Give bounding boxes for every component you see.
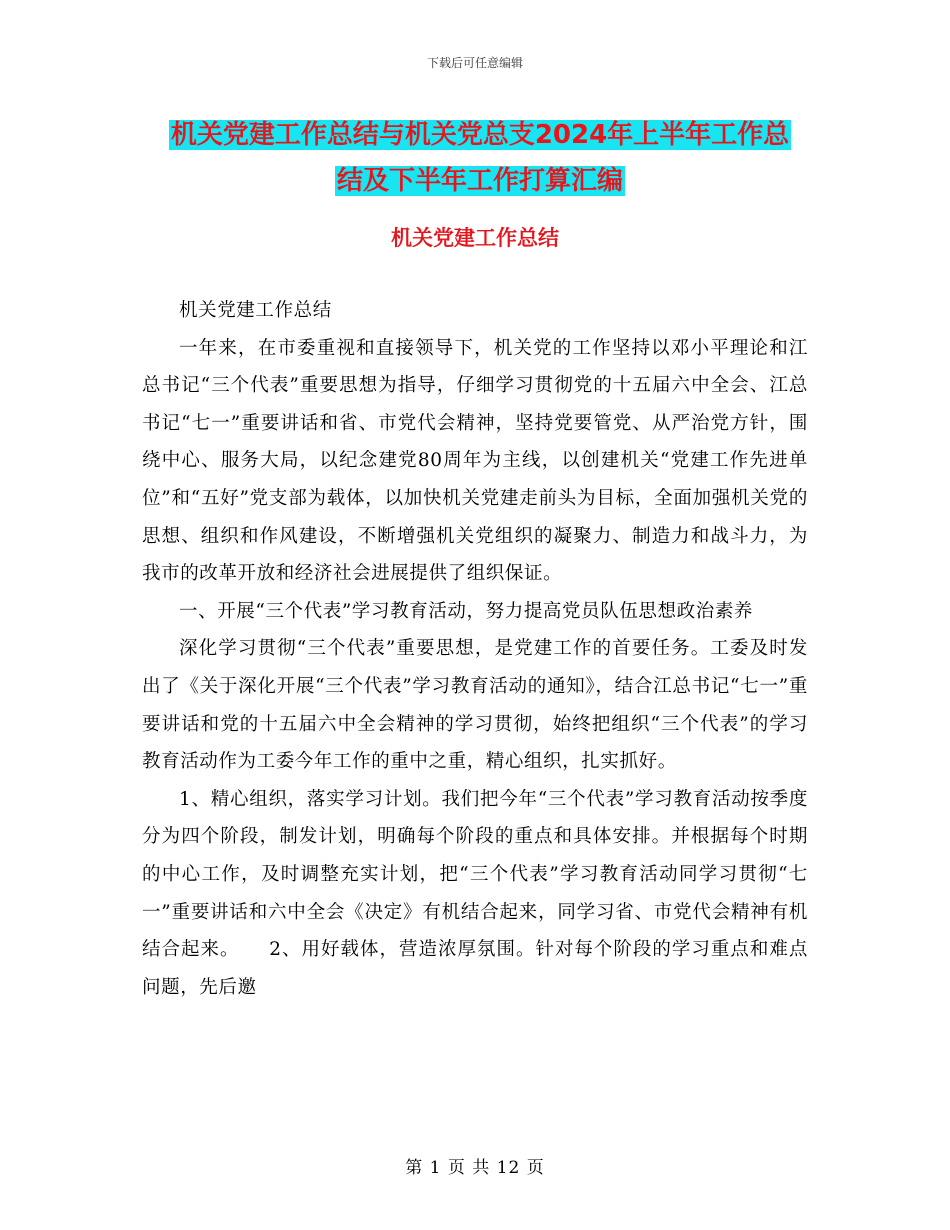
- section-title: 机关党建工作总结: [391, 226, 559, 250]
- document-body: [142, 292, 808, 1006]
- title-line-2: 结及下半年工作打算汇编: [336, 166, 623, 196]
- paragraph-intro: 一年来，在市委重视和直接领导下，机关党的工作坚持以邓小平理论和江总书记“三个代表”重要思想为指导，仔细学习贯彻党的十五届六中全会、江总书记“七一”重要讲话和省、市党代会精神，坚持党要管党、从严治党方针，围绕中心、服务大局，以纪念建党80周年为主线，以创建机关“党建工作先进单位”和“五好”党支部为载体，以加快机关党建走前头为目标，全面加强机关党的思想、组织和作风建设，不断增强机关党组织的凝聚力、制造力和战斗力，为我市的改革开放和经济社会进展提供了组织保证。: [142, 337, 808, 585]
- paragraph-subtitle: 机关党建工作总结: [179, 300, 332, 321]
- document-title: [150, 112, 810, 204]
- page-footer: 第 1 页 共 12 页: [405, 1158, 545, 1178]
- paragraph: 1、精心组织，落实学习计划。我们把今年“三个代表”学习教育活动按季度分为四个阶段，制发计划，明确每个阶段的重点和具体安排。并根据每个时期的中心工作，及时调整充实计划，把“三个代表”学习教育活动同学习贯彻“七一”重要讲话和六中全会《决定》有机结合起来，同学习省、市党代会精神有机结合起来。 2、用好载体，营造浓厚氛围。针对每个阶段的学习重点和难点问题，先后邀: [142, 788, 808, 998]
- paragraph-heading-1: 一、开展“三个代表”学习教育活动，努力提高党员队伍思想政治素养: [179, 600, 754, 622]
- title-line-1: 机关党建工作总结与机关党总支2024年上半年工作总: [170, 120, 790, 150]
- paragraph: 深化学习贯彻“三个代表”重要思想，是党建工作的首要任务。工委及时发出了《关于深化开展“三个代表”学习教育活动的通知》，结合江总书记“七一”重要讲话和党的十五届六中全会精神的学习贯彻，始终把组织“三个代表”的学习教育活动作为工委今年工作的重中之重，精心组织，扎实抓好。: [142, 638, 808, 773]
- header-note: 下载后可任意编辑: [426, 56, 523, 70]
